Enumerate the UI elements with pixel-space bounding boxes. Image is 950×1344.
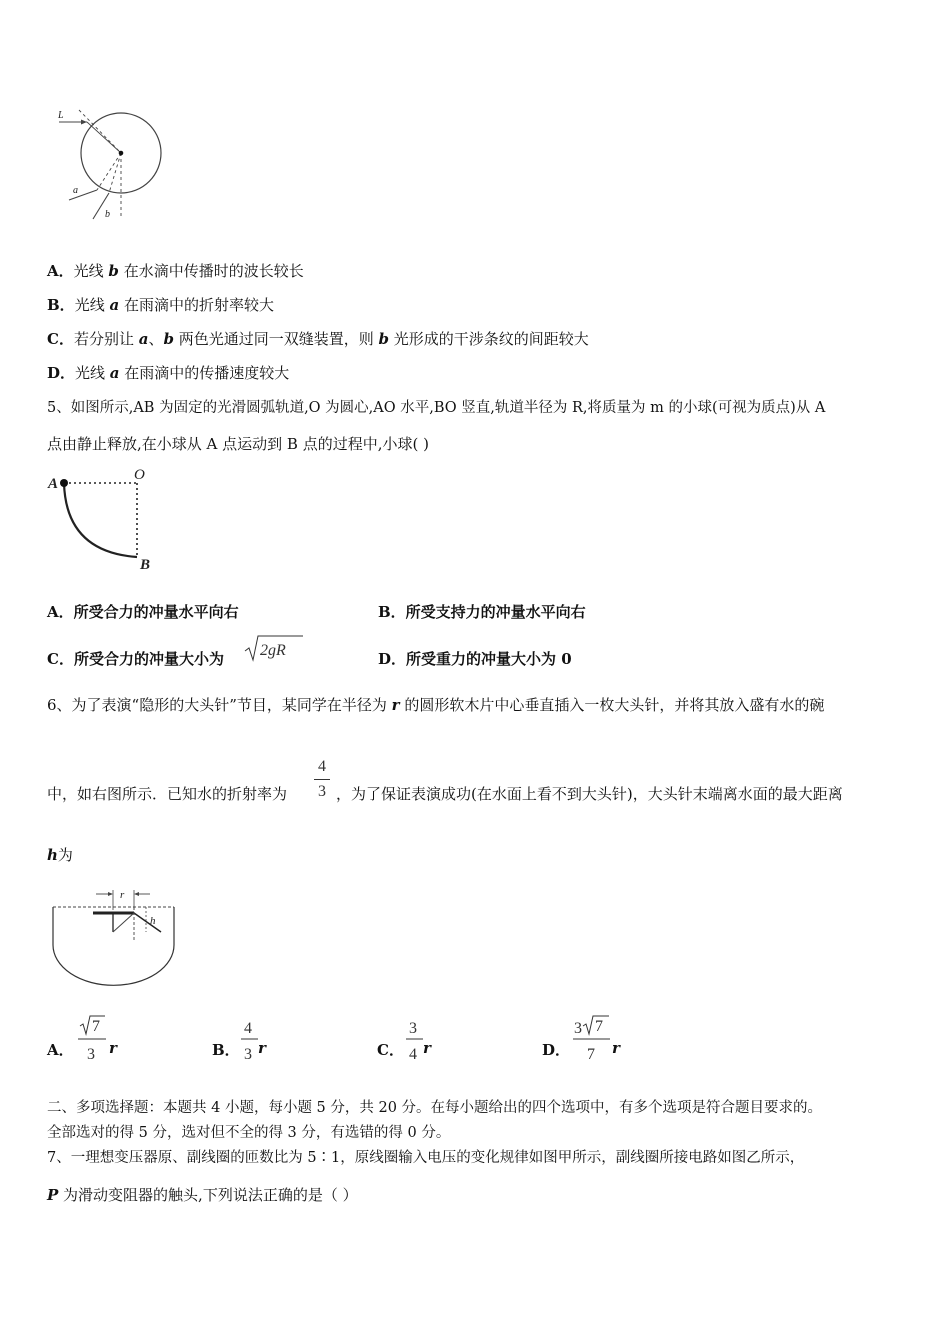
center-dot xyxy=(119,151,124,156)
label-h: h xyxy=(150,915,156,927)
q6-b-num: 4 xyxy=(244,1020,252,1037)
q5-option-b[interactable]: B．所受支持力的冲量水平向右 xyxy=(378,603,586,621)
q7-stem-line1: 7、一理想变压器原、副线圈的匝数比为 5∶1，原线圈输入电压的变化规律如图甲所示，副线圈所接电路如图乙所示， xyxy=(47,1150,805,1166)
section2-heading-line2: 全部选对的得 5 分，选对但不全的得 3 分，有选错的得 0 分。 xyxy=(47,1125,451,1141)
q6-stem-line1: 6、为了表演“隐形的大头针”节目，某同学在半径为 r 的圆形软木片中心垂直插入一枚大头针，并将其放入盛有水的碗 xyxy=(47,696,825,714)
ray-reflect-b xyxy=(109,153,121,193)
q6-a-fraction xyxy=(77,1014,107,1064)
ball xyxy=(60,479,68,487)
label-L: L xyxy=(58,110,64,121)
q4-option-c[interactable]: C．若分别让 a、b 两色光通过同一双缝装置，则 b 光形成的干涉条纹的间距较大 xyxy=(47,330,589,348)
q6-a-den: 3 xyxy=(87,1046,95,1063)
q6-option-a[interactable]: A． 7 3 r xyxy=(47,1014,127,1064)
q6-stem-line2-pre: 中，如右图所示．已知水的折射率为 xyxy=(47,785,288,803)
label-B: B xyxy=(140,557,151,573)
q6-stem-line2-post: ，为了保证表演成功(在水面上看不到大头针)，大头针末端离水面的最大距离 xyxy=(336,785,843,803)
arc-track xyxy=(64,483,137,557)
q5-stem-line1: 5、如图所示,AB 为固定的光滑圆弧轨道,O 为圆心,AO 水平,BO 竖直,轨道半径为 R,将质量为 m 的小球(可视为质点)从 A xyxy=(47,400,826,416)
r-arrow-right-head xyxy=(134,892,139,896)
q6-option-d[interactable]: D． 3 7 7 r xyxy=(542,1014,632,1064)
label-a: a xyxy=(73,185,78,196)
q5-option-a[interactable]: A．所受合力的冲量水平向右 xyxy=(47,603,239,621)
q4-option-a[interactable]: A．光线 b 在水滴中传播时的波长较长 xyxy=(47,262,304,280)
q6-b-den: 3 xyxy=(244,1046,252,1063)
section2-heading-line1: 二、多项选择题：本题共 4 小题，每小题 5 分，共 20 分。在每小题给出的四个选项中，有多个选项是符合题目要求的。 xyxy=(47,1100,823,1116)
q6-d-num: 7 xyxy=(595,1018,603,1035)
q4-option-b[interactable]: B．光线 a 在雨滴中的折射率较大 xyxy=(47,296,274,314)
label-b: b xyxy=(105,209,110,220)
q6-c-fraction xyxy=(405,1014,425,1064)
arc-track-figure xyxy=(44,464,174,576)
r-arrow-left-head xyxy=(108,892,113,896)
q6-option-b[interactable]: B． 4 3 r xyxy=(212,1014,282,1064)
sqrt-2gR-text: 2gR xyxy=(260,642,286,659)
droplet-figure xyxy=(45,100,175,225)
q6-d-coef: 3 xyxy=(574,1020,582,1037)
q6-stem-line3: h为 xyxy=(47,846,73,864)
normal-dashed xyxy=(79,110,121,153)
label-A: A xyxy=(48,476,59,492)
bowl-figure xyxy=(48,880,178,992)
label-r: r xyxy=(120,889,125,901)
q4-option-d[interactable]: D．光线 a 在雨滴中的传播速度较大 xyxy=(47,364,290,382)
incident-arrow xyxy=(81,120,87,125)
q6-b-fraction xyxy=(240,1014,260,1064)
ray-to-edge xyxy=(113,913,134,932)
q6-option-c[interactable]: C． 3 4 r xyxy=(377,1014,447,1064)
refracted-ray xyxy=(134,913,161,932)
refractive-index-fraction: 4 3 xyxy=(314,757,330,802)
q6-c-num: 3 xyxy=(409,1020,417,1037)
sqrt-2gR xyxy=(244,634,304,664)
q5-option-c[interactable]: C．所受合力的冲量大小为 xyxy=(47,650,224,668)
q6-d-fraction xyxy=(572,1014,612,1064)
ray-in-drop-1 xyxy=(87,122,121,153)
q6-a-num: 7 xyxy=(92,1018,100,1035)
q6-d-den: 7 xyxy=(587,1046,595,1063)
q6-c-den: 4 xyxy=(409,1046,417,1063)
q5-option-d[interactable]: D．所受重力的冲量大小为 0 xyxy=(378,650,572,668)
ray-reflect-a xyxy=(97,153,121,190)
q5-stem-line2: 点由静止释放,在小球从 A 点运动到 B 点的过程中,小球( ) xyxy=(47,435,429,453)
q7-stem-line2: P 为滑动变阻器的触头,下列说法正确的是（ ） xyxy=(47,1186,358,1204)
label-O: O xyxy=(134,467,145,483)
